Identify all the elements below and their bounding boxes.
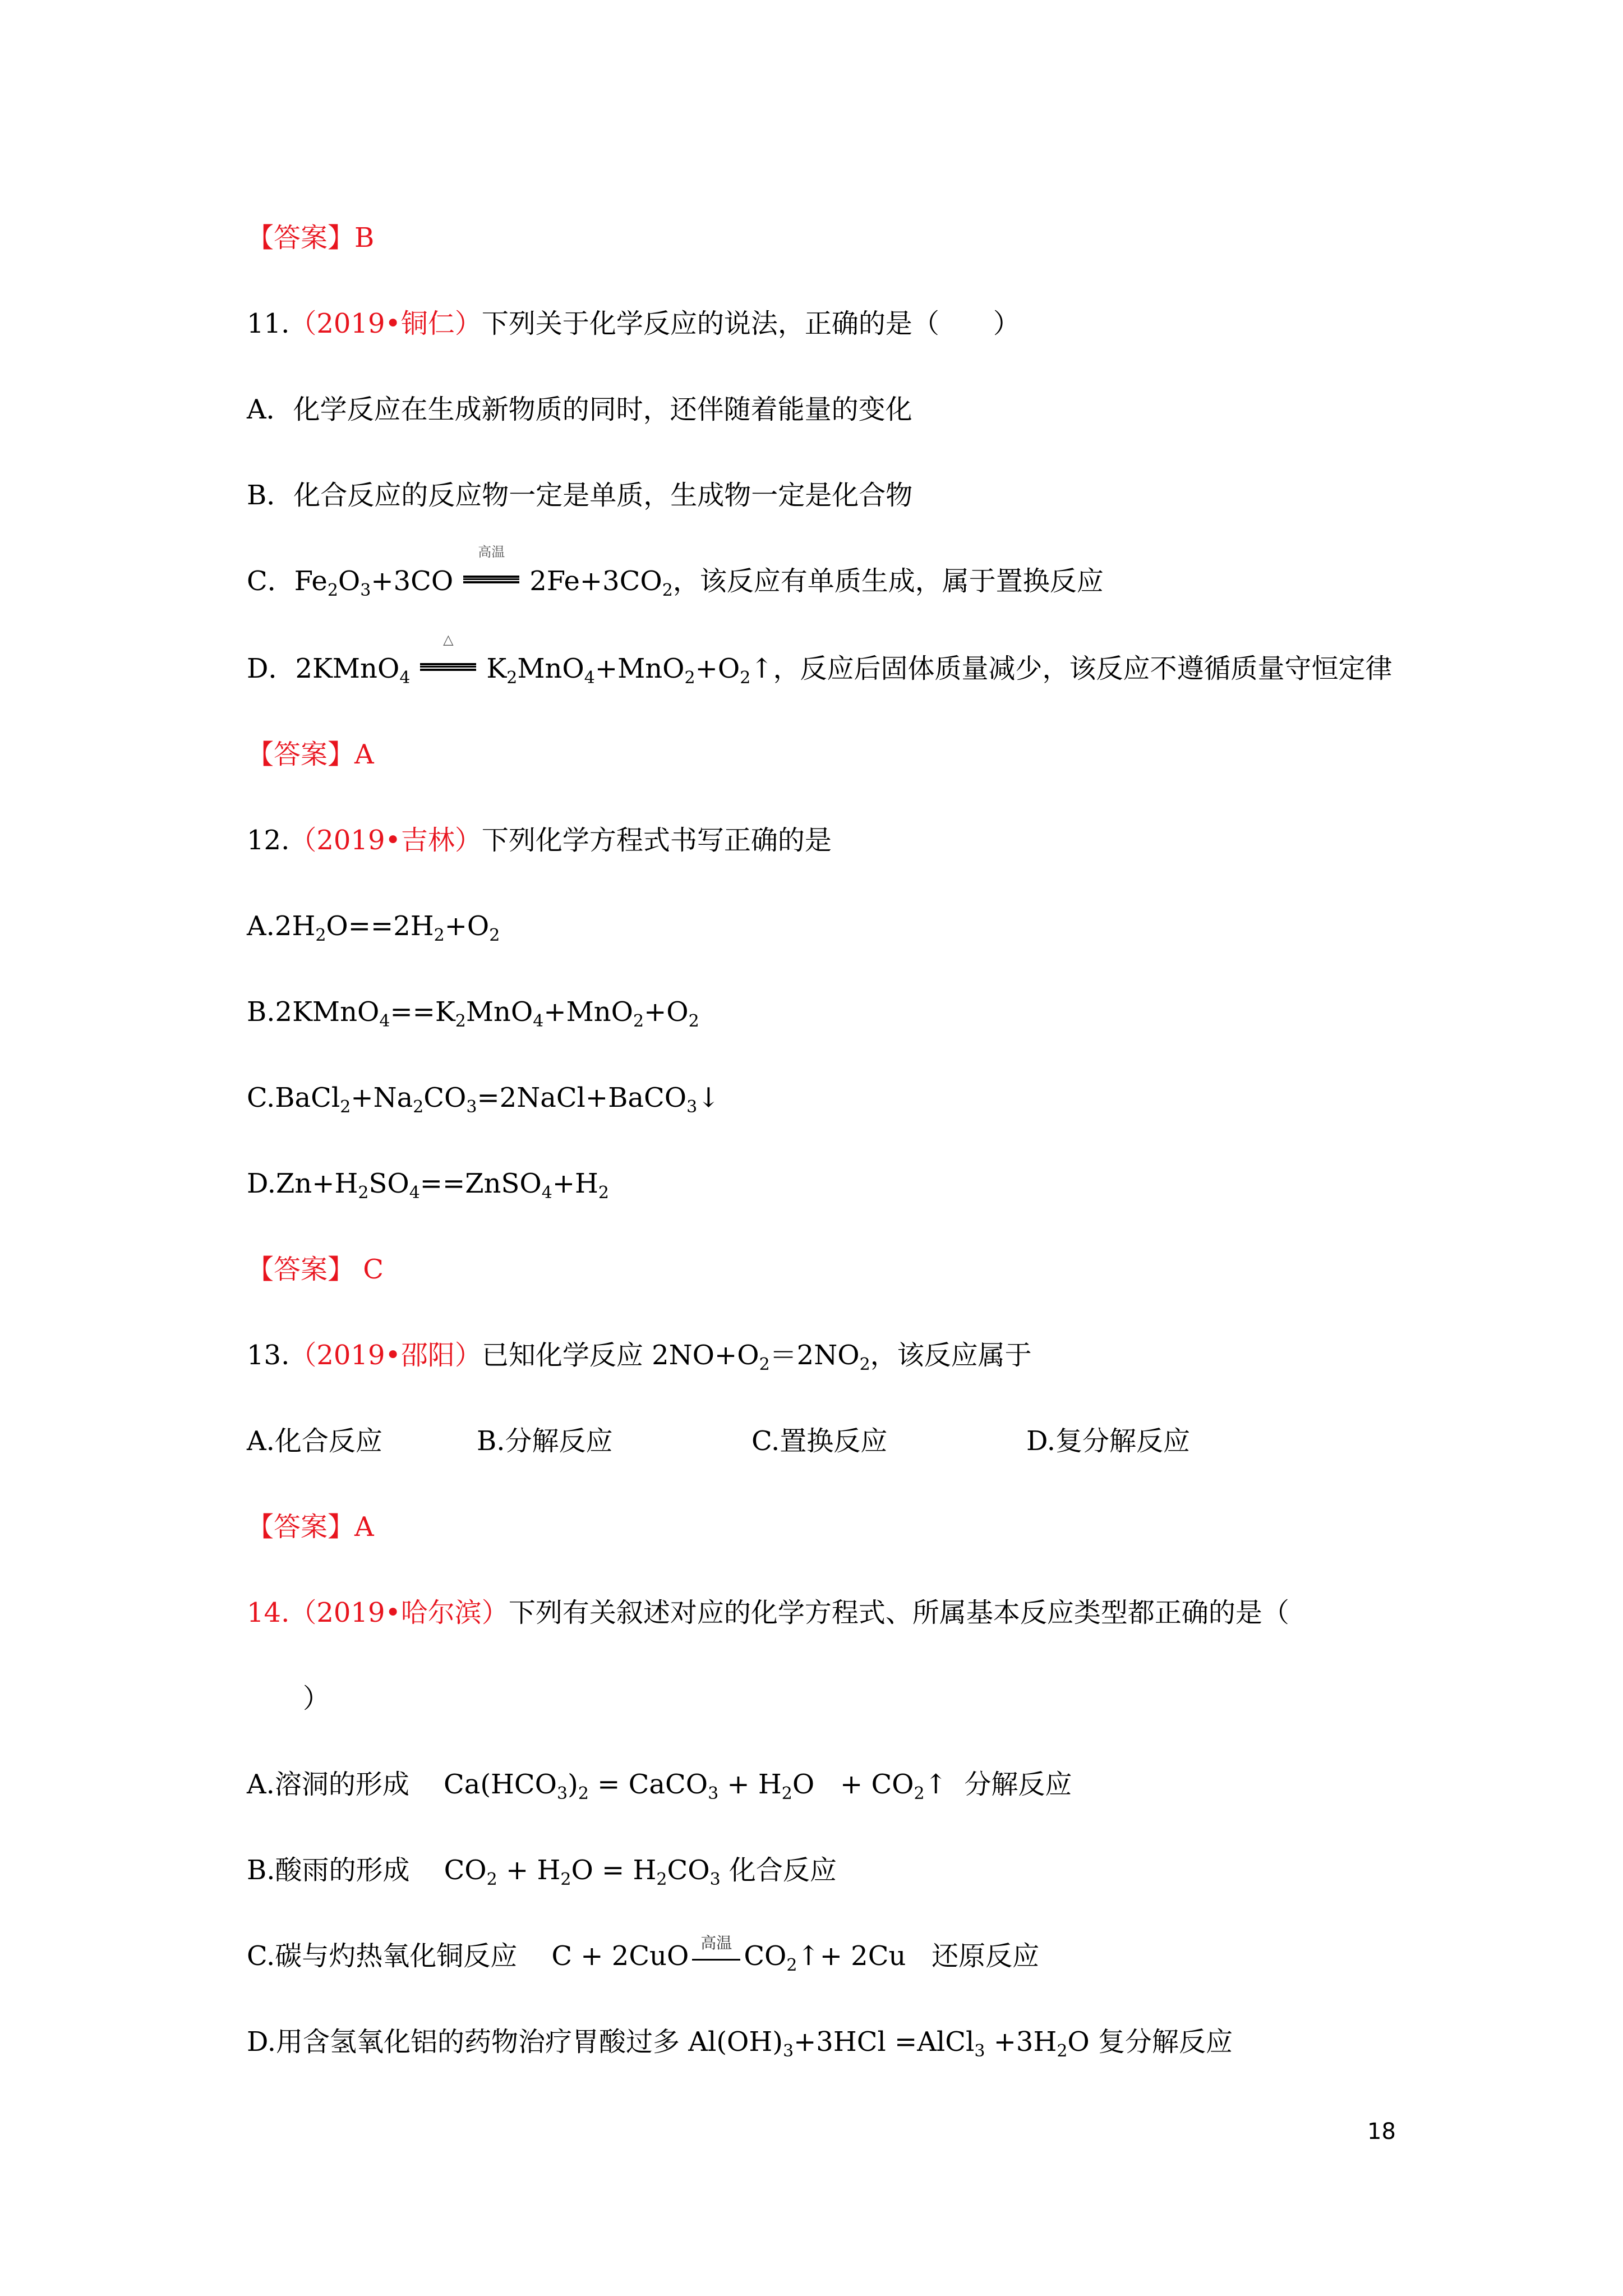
question-11-stem: 11.（2019•铜仁）下列关于化学反应的说法，正确的是（ ） [247, 308, 1020, 339]
question-12-option-d: $D.Zn+H_2SO_4==ZnSO_4+H_2$ [247, 1168, 609, 1203]
equals-sign-with-condition: 高温 [463, 573, 519, 587]
reaction-line-with-condition: 高温 [692, 1953, 740, 1961]
question-13-stem: 13.（2019•邵阳）已知化学反应 $2NO+O_2=2NO_2$，该反应属于 [247, 1340, 1032, 1374]
question-14-stem: 14.（2019•哈尔滨）下列有关叙述对应的化学方程式、所属基本反应类型都正确的是（ [247, 1597, 1289, 1628]
question-12-option-c: $C.BaCl_2+Na_2CO_3=2NaCl+BaCO_3↓$ [247, 1082, 720, 1117]
answer-12: 【答案】 C [247, 1254, 384, 1285]
question-14-option-a: A.溶洞的形成 $Ca(HCO_3)_2$ = CaCO$_3$ + $H_2O$ + $CO_2↑$ 分解反应 [247, 1769, 1072, 1803]
question-12-option-a: $A.2H_2O==2H_2+O_2$ [247, 910, 500, 945]
question-11-option-a: A．化学反应在生成新物质的同时，还伴随着能量的变化 [247, 394, 912, 425]
question-13-option-a: A.化合反应 [247, 1425, 382, 1457]
question-11-option-c: C．$Fe_2O_3+3CO$ 高温 $2Fe+3CO_2$，该反应有单质生成，属于置换反应 [247, 544, 1104, 600]
answer-11: 【答案】A [247, 739, 374, 770]
answer-10: 【答案】B [247, 222, 375, 254]
question-14-option-c: C.碳与灼热氧化铜反应 C + 2CuO 高温 $CO_2↑+ 2Cu$ 还原反应 [247, 1934, 1040, 1975]
page-number: 18 [1367, 2119, 1396, 2145]
question-13-option-c: C.置换反应 [751, 1425, 888, 1457]
question-11-option-d: D．2KMnO$_4$ △ $K_2MnO_4+MnO_2+O_2↑$，反应后固体质量减少，该反应不遵循质量守恒定律 [247, 632, 1393, 688]
question-14-stem-continued: ） [303, 1683, 330, 1714]
equals-sign-with-condition: △ [420, 661, 476, 674]
question-12-option-b: $B.2KMnO_4==K_2MnO_4+MnO_2+O_2$ [247, 996, 699, 1031]
question-13-option-b: B.分解反应 [477, 1425, 613, 1457]
question-12-stem: 12.（2019•吉林）下列化学方程式书写正确的是 [247, 825, 832, 856]
question-11-option-b: B．化合反应的反应物一定是单质，生成物一定是化合物 [247, 480, 913, 511]
answer-13: 【答案】A [247, 1511, 374, 1543]
question-14-option-d: D.用含氢氧化铝的药物治疗胃酸过多 $Al(OH)_3+3HCl$ =AlCl$_3$ $+3H_2O$ 复分解反应 [247, 2026, 1233, 2061]
question-13-option-d: D.复分解反应 [1026, 1425, 1191, 1457]
question-14-option-b: B.酸雨的形成 $CO_2 + H_2O = H_2CO_3$ 化合反应 [247, 1855, 837, 1889]
